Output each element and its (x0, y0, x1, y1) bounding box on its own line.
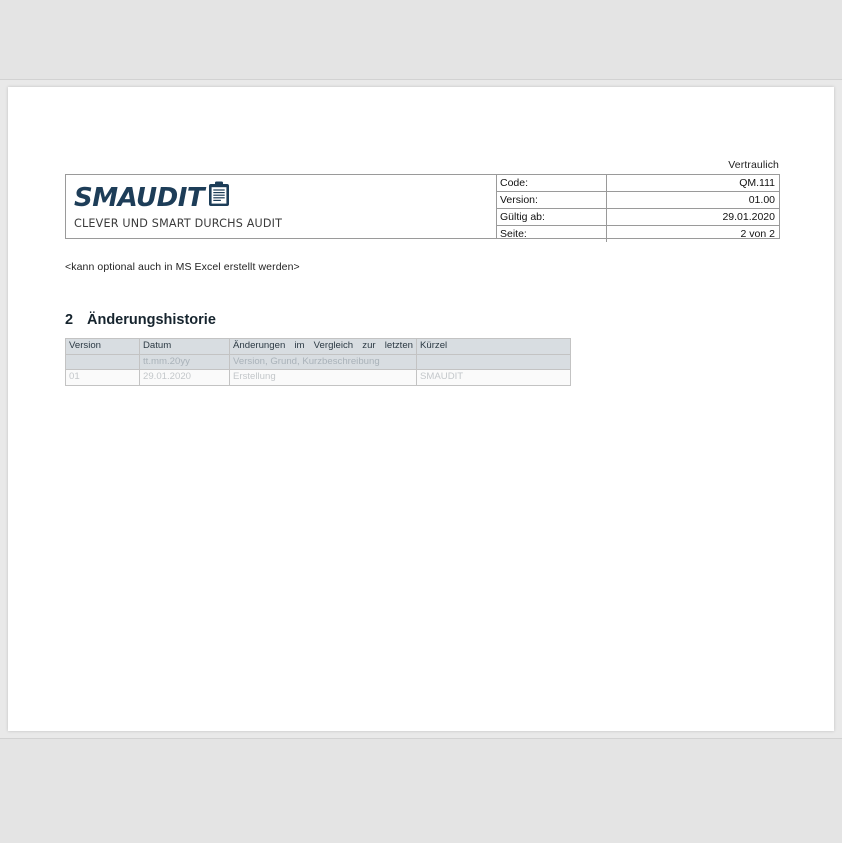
meta-value-version: 01.00 (748, 194, 775, 206)
column-header-version: Version (66, 339, 140, 355)
meta-value-valid-from: 29.01.2020 (722, 211, 775, 223)
change-history-table (65, 338, 571, 386)
logo (74, 183, 289, 230)
column-header-date: Datum (140, 339, 230, 355)
section-title: Änderungshistorie (87, 312, 216, 328)
page-background-top (0, 0, 842, 80)
document-meta-table (497, 175, 779, 238)
logo-main (74, 183, 289, 212)
meta-label-version: Version: (497, 192, 607, 208)
page-background-bottom (0, 738, 842, 843)
meta-row-valid-from (497, 209, 779, 226)
clipboard-icon (208, 181, 230, 212)
meta-label-page: Seite: (497, 226, 607, 242)
meta-label-code: Code: (497, 175, 607, 191)
document-header-table (65, 174, 780, 239)
meta-row-version (497, 192, 779, 209)
confidential-label: Vertraulich (728, 159, 779, 171)
subheader-version (66, 354, 140, 370)
subheader-date: tt.mm.20yy (140, 354, 230, 370)
column-header-changes: Änderungen im Vergleich zur letzten (230, 339, 417, 355)
meta-label-valid-from: Gültig ab: (497, 209, 607, 225)
section-number: 2 (65, 312, 74, 328)
cell-date: 29.01.2020 (140, 370, 230, 386)
meta-row-page (497, 226, 779, 242)
table-subheader-row (66, 354, 571, 370)
meta-value-page: 2 von 2 (740, 228, 775, 240)
logo-cell (66, 175, 497, 238)
cell-initials: SMAUDIT (417, 370, 571, 386)
cell-version: 01 (66, 370, 140, 386)
subheader-initials (417, 354, 571, 370)
logo-tagline: CLEVER UND SMART DURCHS AUDIT (74, 216, 283, 230)
meta-row-code (497, 175, 779, 192)
column-header-initials: Kürzel (417, 339, 571, 355)
section-heading (65, 312, 780, 328)
subheader-changes: Version, Grund, Kurzbeschreibung (230, 354, 417, 370)
table-header-row (66, 339, 571, 355)
page-content (65, 159, 780, 386)
document-page (8, 87, 834, 731)
optional-note: <kann optional auch in MS Excel erstellt werden> (65, 261, 300, 273)
meta-value-code: QM.111 (739, 177, 775, 189)
logo-wordmark: SMAUDIT (74, 182, 205, 213)
cell-changes: Erstellung (230, 370, 417, 386)
table-row (66, 370, 571, 386)
